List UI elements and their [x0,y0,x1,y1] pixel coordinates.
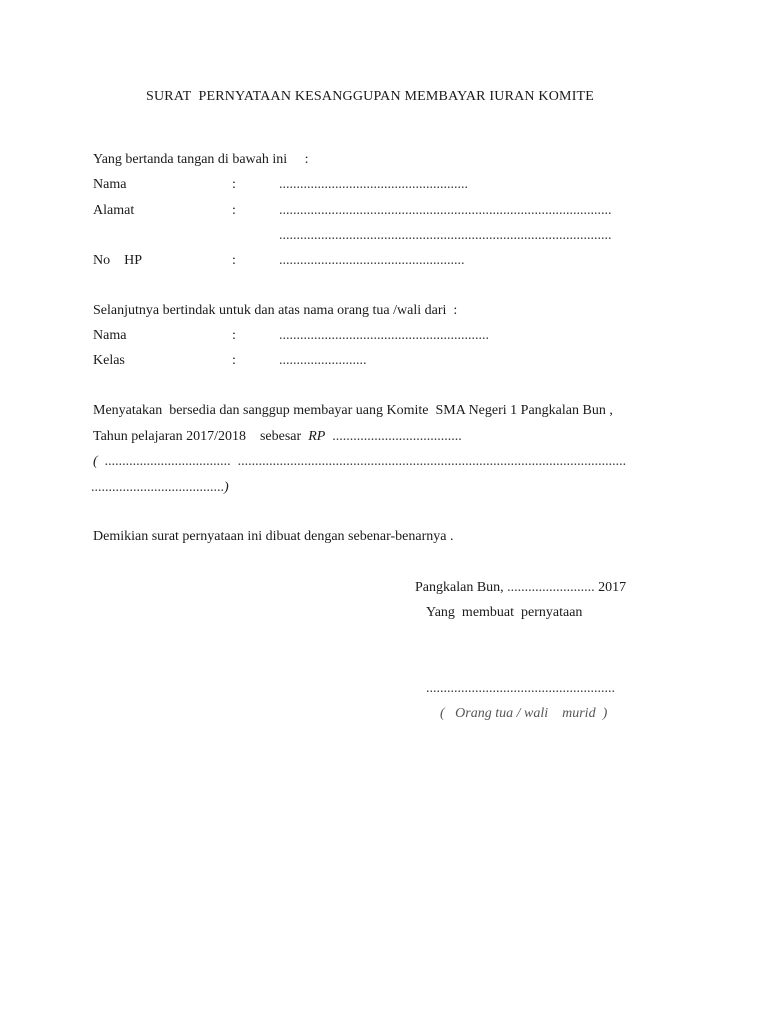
statement-line-4 [91,480,229,496]
student-name-label: Nama [93,328,127,343]
currency-rp: RP [308,429,326,444]
signature-line: ...................................................... [426,681,615,696]
signature-role-caption: ( Orang tua / wali murid ) [440,706,608,721]
student-class-label: Kelas [93,353,125,368]
student-class-blank: ......................... [279,353,367,368]
student-name-blank: ............................................................ [279,328,489,343]
signer-address-label: Alamat [93,203,135,218]
signer-name-blank: ...................................................... [279,177,468,192]
date-blank: ......................... [507,580,595,595]
place-text: Pangkalan Bun, [415,580,508,595]
amount-words-blank: .................................... ............................................................................................................... [97,454,627,469]
signer-caption: Yang membuat pernyataan [426,605,583,620]
year-text: 2017 [594,580,627,595]
closing-sentence: Demikian surat pernyataan ini dibuat dengan sebenar-benarnya . [93,529,454,544]
amount-words-close-paren: ) [224,480,229,495]
statement-line-3 [93,454,673,470]
statement-line-1: Menyatakan bersedia dan sanggup membayar uang Komite SMA Negeri 1 Pangkalan Bun , [93,403,613,418]
student-name-colon: : [232,328,236,343]
signer-address-blank-2: ............................................................................................... [279,228,612,243]
letter-title: SURAT PERNYATAAN KESANGGUPAN MEMBAYAR IURAN KOMITE [146,89,595,104]
statement-year-text: Tahun pelajaran 2017/2018 sebesar [93,429,309,444]
signer-phone-colon: : [232,253,236,268]
signer-name-colon: : [232,177,236,192]
signer-name-label: Nama [93,177,127,192]
student-intro: Selanjutnya bertindak untuk dan atas nama orang tua /wali dari : [93,303,458,318]
amount-words-open-paren: ( [93,454,98,469]
student-class-colon: : [232,353,236,368]
signer-address-blank: ............................................................................................... [279,203,612,218]
signer-phone-blank: ..................................................... [279,253,465,268]
amount-words-blank-2: ...................................... [91,480,224,495]
signer-phone-label: No HP [93,253,143,268]
statement-line-2 [93,429,462,445]
signer-address-colon: : [232,203,236,218]
amount-blank: ..................................... [325,429,462,444]
place-date [415,580,626,596]
signer-intro: Yang bertanda tangan di bawah ini : [93,152,309,167]
